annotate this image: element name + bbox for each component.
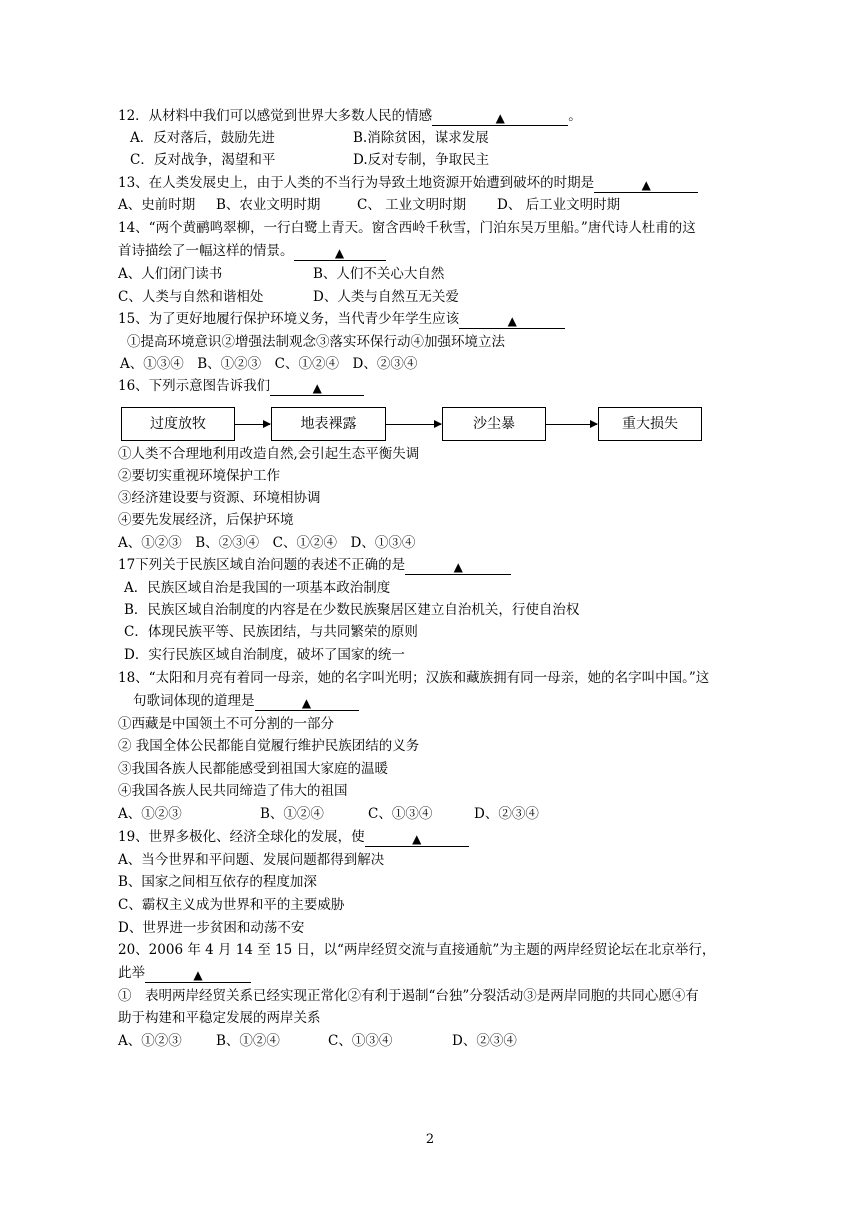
page-number: 2 <box>425 1132 435 1147</box>
q15-items: ①提高环境意识②增强法制观念③落实环保行动④加强环境立法 <box>127 334 505 350</box>
q13-option-d: D、 后工业文明时期 <box>497 197 621 213</box>
answer-mark: ▲ <box>507 314 517 328</box>
q18-option-c: C、①③④ <box>368 806 433 822</box>
flow-arrow-2 <box>386 424 441 425</box>
q18-stem-text: 句歌词体现的道理是 <box>133 693 255 709</box>
q12-stem-text: 12．从材料中我们可以感觉到世界大多数人民的情感 <box>118 108 433 124</box>
answer-mark: ▲ <box>193 968 203 982</box>
q18-option-a: A、①②③ <box>118 806 182 822</box>
q12-end: 。 <box>568 108 582 124</box>
q20-option-b: B、①②④ <box>216 1033 280 1049</box>
q13-option-b: B、农业文明时期 <box>216 197 321 213</box>
q12-option-d: D.反对专制，争取民主 <box>353 152 490 168</box>
q18-item-4: ④我国各族人民共同缔造了伟大的祖国 <box>118 783 348 799</box>
q18-item-2: ② 我国全体公民都能自觉履行维护民族团结的义务 <box>118 738 420 754</box>
q14-option-a: A、人们闭门读书 <box>118 266 223 282</box>
q14-stem-text: 首诗描绘了一幅这样的情景。 <box>118 243 294 259</box>
q16-item-2: ②要切实重视环境保护工作 <box>118 468 280 484</box>
q16-stem-text: 16、下列示意图告诉我们 <box>118 378 271 394</box>
answer-mark: ▲ <box>301 696 312 710</box>
q18-stem-line1: 18、“太阳和月亮有着同一母亲，她的名字叫光明；汉族和藏族拥有同一母亲，她的名字叫中国。”这 <box>118 670 710 686</box>
answer-mark: ▲ <box>412 832 422 846</box>
q20-option-a: A、①②③ <box>118 1033 182 1049</box>
q13-stem <box>118 175 698 193</box>
q20-items-line1: ① 表明两岸经贸关系已经实现正常化②有利于遏制“台独”分裂活动③是两岸同胞的共同心愿④有 <box>118 988 699 1004</box>
q14-option-b: B、人们不关心大自然 <box>313 266 445 282</box>
q17-option-b: B．民族区域自治制度的内容是在少数民族聚居区建立自治机关，行使自治权 <box>124 602 580 618</box>
q20-items-line2: 助于构建和平稳定发展的两岸关系 <box>118 1010 321 1026</box>
q20-stem-text: 此举 <box>118 965 145 981</box>
q18-stem-line2 <box>133 693 359 711</box>
q19-stem <box>118 829 469 847</box>
q12-stem <box>118 108 582 126</box>
flow-box-bare-surface: 地表裸露 <box>271 407 386 441</box>
q16-item-1: ①人类不合理地利用改造自然,会引起生态平衡失调 <box>118 446 420 462</box>
q17-answer-blank <box>405 560 511 575</box>
q15-stem-text: 15、为了更好地履行保护环境义务，当代青少年学生应该 <box>118 311 460 327</box>
q19-option-c: C、霸权主义成为世界和平的主要威胁 <box>118 897 345 913</box>
q20-option-c: C、①③④ <box>328 1033 393 1049</box>
q15-stem <box>118 311 565 329</box>
q16-stem <box>118 378 364 396</box>
answer-mark: ▲ <box>641 178 651 192</box>
flow-box-overgrazing: 过度放牧 <box>121 407 235 441</box>
q18-option-b: B、①②④ <box>260 806 324 822</box>
q13-answer-blank <box>594 178 698 193</box>
q15-options: A、①③④ B、①②③ C、①②④ D、②③④ <box>120 356 418 372</box>
q16-answer-blank <box>270 381 364 396</box>
q14-stem-line1: 14、“两个黄鹂鸣翠柳，一行白鹭上青天。窗含西岭千秋雪，门泊东吴万里船。”唐代诗人杜甫的这 <box>118 220 696 236</box>
flow-arrow-3 <box>546 424 597 425</box>
q18-item-1: ①西藏是中国领土不可分割的一部分 <box>118 716 334 732</box>
q17-option-c: C．体现民族平等、民族团结，与共同繁荣的原则 <box>124 624 418 640</box>
q12-option-c: C．反对战争，渴望和平 <box>130 152 276 168</box>
q14-option-c: C、人类与自然和谐相处 <box>118 289 264 305</box>
q15-answer-blank <box>459 314 565 329</box>
flow-arrow-1 <box>235 424 270 425</box>
q18-answer-blank <box>255 696 359 711</box>
q19-option-d: D、世界进一步贫困和动荡不安 <box>118 920 305 936</box>
q16-item-3: ③经济建设要与资源、环境相协调 <box>118 490 321 506</box>
q20-answer-blank <box>145 968 251 983</box>
q16-options: A、①②③ B、②③④ C、①②④ D、①③④ <box>118 535 416 551</box>
q14-answer-blank <box>294 246 386 261</box>
q14-option-d: D、人类与自然互无关爱 <box>313 289 459 305</box>
q19-option-a: A、当今世界和平问题、发展问题都得到解决 <box>118 852 385 868</box>
q13-stem-text: 13、在人类发展史上，由于人类的不当行为导致土地资源开始遭到破坏的时期是 <box>118 175 595 191</box>
q12-option-b: B.消除贫困，谋求发展 <box>353 130 489 146</box>
q17-stem-text: 17下列关于民族区域自治问题的表述不正确的是 <box>118 557 406 573</box>
q13-option-a: A、史前时期 <box>118 197 196 213</box>
q18-option-d: D、②③④ <box>474 806 539 822</box>
q12-answer-blank <box>432 111 568 126</box>
q18-item-3: ③我国各族人民都能感受到祖国大家庭的温暖 <box>118 761 388 777</box>
flow-box-major-loss: 重大损失 <box>598 407 702 441</box>
q13-option-c: C、 工业文明时期 <box>357 197 467 213</box>
q17-option-d: D．实行民族区域自治制度，破坏了国家的统一 <box>124 647 405 663</box>
answer-mark: ▲ <box>453 560 463 574</box>
q16-item-4: ④要先发展经济，后保护环境 <box>118 512 294 528</box>
q20-option-d: D、②③④ <box>452 1033 517 1049</box>
flow-box-sandstorm: 沙尘暴 <box>442 407 546 441</box>
q14-stem-line2 <box>118 243 386 261</box>
answer-mark: ▲ <box>312 381 322 395</box>
q19-option-b: B、国家之间相互依存的程度加深 <box>118 874 317 890</box>
q20-stem-line2 <box>118 965 251 983</box>
q19-answer-blank <box>365 832 469 847</box>
q12-option-a: A．反对落后，鼓励先进 <box>130 130 275 146</box>
answer-mark: ▲ <box>334 246 345 260</box>
answer-mark: ▲ <box>495 111 505 125</box>
q19-stem-text: 19、世界多极化、经济全球化的发展，使 <box>118 829 365 845</box>
q17-option-a: A．民族区域自治是我国的一项基本政治制度 <box>124 580 391 596</box>
q17-stem <box>118 557 511 575</box>
q20-stem-line1: 20、2006 年 4 月 14 至 15 日，以“两岸经贸交流与直接通航”为主题的两岸经贸论坛在北京举行， <box>118 942 716 958</box>
